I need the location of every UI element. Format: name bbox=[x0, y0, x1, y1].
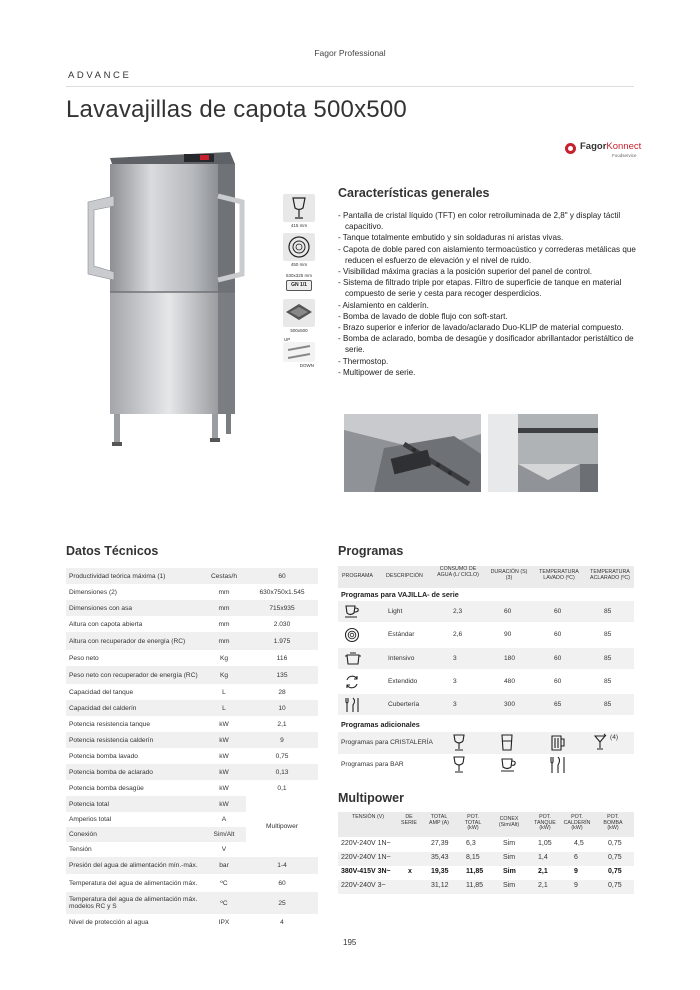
interior-photo bbox=[344, 414, 481, 492]
table-row bbox=[66, 857, 318, 874]
multipower-row bbox=[338, 838, 634, 852]
konnect-logo-icon bbox=[565, 143, 576, 154]
adicionales-label: Programas adicionales bbox=[341, 720, 420, 729]
cristaleria-note: (4) bbox=[610, 734, 619, 741]
table-row bbox=[66, 600, 318, 616]
programa-lavado: 65 bbox=[554, 701, 562, 708]
spec-unit: mm bbox=[218, 637, 230, 645]
spec-label: Capacidad del calderín bbox=[69, 704, 137, 712]
mp-conex: Sim bbox=[503, 882, 516, 889]
mp-total-amp: 35,43 bbox=[431, 854, 449, 861]
spec-unit: L bbox=[222, 704, 226, 712]
plate-icon bbox=[344, 627, 360, 643]
caracteristica-item: - Pantalla de cristal líquido (TFT) en color retroiluminada de 2,8" y display táctil capacitivo. bbox=[338, 211, 621, 232]
col-duracion: DURACIÓN (S) (3) bbox=[490, 569, 528, 581]
mp-pot-calderin: 4,5 bbox=[574, 840, 584, 847]
spec-unit: kW bbox=[219, 784, 229, 792]
spec-value: 0,75 bbox=[275, 752, 289, 760]
bar-label: Programas para BAR bbox=[341, 761, 404, 768]
programa-agua: 3 bbox=[453, 701, 457, 708]
spec-value: 25 bbox=[278, 899, 286, 907]
up-caption: UP bbox=[284, 337, 291, 342]
cutlery-icon bbox=[344, 697, 362, 713]
spec-label: Altura con recuperador de energía (RC) bbox=[69, 637, 186, 645]
spec-value: 1.975 bbox=[273, 637, 291, 645]
multipower-cell: Multipower bbox=[246, 796, 318, 857]
cutlery-icon bbox=[548, 756, 568, 774]
spec-label: Peso neto bbox=[69, 654, 99, 662]
spec-unit: A bbox=[221, 816, 227, 823]
col-tension: TENSIÓN (V) bbox=[351, 814, 385, 820]
spec-unit: bar bbox=[219, 862, 229, 869]
spec-unit: V bbox=[221, 846, 227, 853]
table-row bbox=[66, 684, 318, 700]
programa-row bbox=[338, 624, 634, 645]
spec-unit: kW bbox=[219, 720, 229, 728]
vajilla-label: Programas para VAJILLA- de serie bbox=[341, 590, 459, 599]
spec-unit: mm bbox=[218, 588, 230, 596]
programa-aclarado: 85 bbox=[604, 655, 612, 662]
spec-unit: mm bbox=[218, 620, 230, 628]
mp-conex: Sim bbox=[503, 868, 516, 875]
spec-label: Potencia bomba lavado bbox=[69, 752, 138, 760]
logo-subtitle: Foodservice bbox=[612, 153, 637, 158]
spec-label: Altura con capota abierta bbox=[69, 620, 143, 628]
datos-tecnicos-table bbox=[66, 568, 318, 930]
multipower-header bbox=[338, 812, 634, 837]
datos-tecnicos-title: Datos Técnicos bbox=[66, 544, 159, 558]
col-consumo: CONSUMO DE AGUA (L/ CICLO) bbox=[437, 566, 479, 578]
mp-conex: Sim bbox=[503, 840, 516, 847]
mp-de-serie: x bbox=[408, 868, 412, 875]
plate-icon bbox=[283, 233, 315, 261]
spec-value: 116 bbox=[276, 654, 288, 662]
table-row bbox=[66, 650, 318, 666]
programa-lavado: 60 bbox=[554, 678, 562, 685]
mp-total-amp: 19,35 bbox=[431, 868, 449, 875]
spec-unit: L bbox=[222, 688, 226, 696]
pot-icon bbox=[344, 651, 362, 665]
table-row bbox=[66, 796, 318, 812]
spec-label: Dimensiones (2) bbox=[69, 588, 118, 596]
programa-duracion: 180 bbox=[504, 655, 516, 662]
table-row bbox=[66, 666, 318, 684]
wash-arms-icon bbox=[283, 342, 315, 362]
spec-value: 9 bbox=[280, 736, 284, 744]
mp-pot-calderin: 9 bbox=[574, 882, 578, 889]
mp-conex: Sim bbox=[503, 854, 516, 861]
spec-label: Potencia bomba de aclarado bbox=[69, 768, 153, 776]
caracteristicas-list bbox=[338, 210, 638, 378]
programa-row bbox=[338, 671, 634, 692]
multipower-row bbox=[338, 866, 634, 880]
feature-icons bbox=[282, 194, 316, 368]
mp-pot-calderin: 6 bbox=[574, 854, 578, 861]
programa-name: Extendido bbox=[388, 678, 418, 685]
mp-pot-tanque: 2,1 bbox=[538, 882, 548, 889]
spec-label: Productividad teórica máxima (1) bbox=[69, 572, 166, 580]
mp-pot-tanque: 1,4 bbox=[538, 854, 548, 861]
programa-duracion: 90 bbox=[504, 631, 512, 638]
mp-pot-total: 11,85 bbox=[466, 882, 483, 889]
programa-row bbox=[338, 601, 634, 622]
tumbler-icon bbox=[500, 734, 514, 752]
col-temp-aclarado: TEMPERATURA ACLARADO (ºC) bbox=[590, 569, 630, 581]
spec-label: Peso neto con recuperador de energía (RC) bbox=[69, 671, 198, 679]
spec-value: 1-4 bbox=[277, 862, 287, 869]
programa-name: Intensivo bbox=[388, 655, 415, 662]
caracteristicas-title: Características generales bbox=[338, 186, 490, 200]
col-conex: CONEX (Sim/Alt) bbox=[498, 816, 520, 828]
mp-total-amp: 31,12 bbox=[431, 882, 449, 889]
caracteristica-item: - Sistema de filtrado triple por etapas. Filtro de superficie de tanque en material compuesto de serie y cesta para recoger desperdicios. bbox=[338, 278, 622, 299]
spec-label: Tensión bbox=[69, 846, 92, 853]
glass-height-caption: 415 mm bbox=[290, 223, 308, 228]
caracteristica-item: - Brazo superior e inferior de lavado/aclarado Duo-KLIP de material compuesto. bbox=[338, 323, 624, 333]
cycle-icon bbox=[344, 674, 360, 690]
table-row bbox=[66, 732, 318, 748]
programa-agua: 3 bbox=[453, 678, 457, 685]
gn-tray-icon: GN 1/1 bbox=[286, 280, 312, 291]
mp-pot-total: 11,85 bbox=[466, 868, 484, 875]
spec-label: Potencia resistencia tanque bbox=[69, 720, 151, 728]
caracteristica-item: - Aislamiento en calderín. bbox=[338, 300, 429, 310]
mp-total-amp: 27,39 bbox=[431, 840, 449, 847]
spec-unit: ºC bbox=[220, 879, 228, 887]
spec-value: 10 bbox=[278, 704, 286, 712]
table-row bbox=[66, 716, 318, 732]
caracteristica-item: - Tanque totalmente embutido y sin soldaduras ni aristas vivas. bbox=[338, 233, 564, 243]
programa-row bbox=[338, 648, 634, 669]
caracteristica-item: - Visibilidad máxima gracias a la posición superior del panel de control. bbox=[338, 267, 593, 277]
mp-pot-bomba: 0,75 bbox=[608, 840, 622, 847]
bar-row bbox=[338, 754, 634, 776]
multipower-row bbox=[338, 880, 634, 894]
programa-agua: 2,3 bbox=[453, 608, 463, 615]
programa-aclarado: 85 bbox=[604, 631, 612, 638]
col-programa: PROGRAMA bbox=[342, 573, 373, 579]
spec-value: 0,1 bbox=[277, 784, 287, 792]
mp-pot-bomba: 0,75 bbox=[608, 854, 622, 861]
caracteristica-item: - Bomba de lavado de doble flujo con soft-start. bbox=[338, 311, 508, 321]
spec-value: 135 bbox=[276, 671, 288, 679]
spec-label: Temperatura del agua de alimentación máx. bbox=[69, 879, 198, 887]
mp-pot-bomba: 0,75 bbox=[608, 868, 622, 875]
fagor-konnect-logo bbox=[565, 140, 649, 160]
spec-unit: mm bbox=[218, 604, 230, 612]
plate-size-caption: 450 mm bbox=[290, 262, 308, 267]
programa-name: Estándar bbox=[388, 631, 415, 638]
dishwasher-product-image bbox=[80, 150, 250, 460]
mp-pot-tanque: 2,1 bbox=[538, 868, 548, 875]
spec-label: Presión del agua de alimentación mín.-máx. bbox=[69, 862, 198, 869]
spec-unit: Kg bbox=[219, 671, 229, 679]
spec-label: Temperatura del agua de alimentación máx. modelos RC y S bbox=[69, 896, 198, 910]
col-pot-tanque: POT. TANQUE (kW) bbox=[534, 814, 556, 832]
spec-label: Potencia resistencia calderín bbox=[69, 736, 154, 744]
beer-mug-icon bbox=[550, 734, 566, 752]
table-row bbox=[66, 748, 318, 764]
mp-pot-total: 6,3 bbox=[466, 840, 476, 847]
caracteristica-item: - Thermostop. bbox=[338, 356, 389, 366]
table-row bbox=[66, 780, 318, 796]
programa-name: Cubertería bbox=[388, 701, 420, 708]
spec-value: 60 bbox=[278, 572, 286, 580]
mp-pot-tanque: 1,05 bbox=[538, 840, 552, 847]
mp-pot-bomba: 0,75 bbox=[608, 882, 622, 889]
spec-label: Dimensiones con asa bbox=[69, 604, 133, 612]
page-title: Lavavajillas de capota 500x500 bbox=[66, 96, 407, 123]
programa-aclarado: 85 bbox=[604, 701, 612, 708]
multipower-row bbox=[338, 852, 634, 866]
caracteristica-item: - Bomba de aclarado, bomba de desagüe y dosificador abrillantador peristáltico de serie. bbox=[338, 334, 634, 355]
basket-icon bbox=[283, 299, 315, 327]
table-row bbox=[66, 584, 318, 600]
spec-value: 2,1 bbox=[277, 720, 287, 728]
spec-label: Potencia bomba desagüe bbox=[69, 784, 144, 792]
mp-pot-total: 8,15 bbox=[466, 854, 480, 861]
col-descripcion: DESCRIPCIÓN bbox=[386, 573, 423, 579]
gn-size-caption: 530x325 mm bbox=[285, 273, 312, 278]
col-total-amp: TOTAL AMP (A) bbox=[429, 814, 449, 826]
spec-unit: Sim/Alt bbox=[213, 831, 235, 838]
table-row bbox=[66, 892, 318, 914]
mp-pot-calderin: 9 bbox=[574, 868, 578, 875]
spec-value: 28 bbox=[278, 688, 286, 696]
table-row bbox=[66, 632, 318, 650]
table-row bbox=[66, 874, 318, 892]
table-row bbox=[66, 616, 318, 632]
spec-value: 4 bbox=[280, 918, 284, 926]
programa-duracion: 300 bbox=[504, 701, 516, 708]
page-number: 195 bbox=[343, 938, 357, 947]
table-row bbox=[66, 764, 318, 780]
coffee-cup-icon bbox=[500, 757, 518, 773]
spec-label: Amperios total bbox=[69, 816, 112, 823]
programa-duracion: 60 bbox=[504, 608, 512, 615]
spec-label: Potencia total bbox=[69, 800, 109, 808]
multipower-title: Multipower bbox=[338, 791, 404, 805]
programa-lavado: 60 bbox=[554, 655, 562, 662]
col-pot-bomba: POT. BOMBA (kW) bbox=[603, 814, 623, 832]
programa-agua: 2,6 bbox=[453, 631, 463, 638]
programa-agua: 3 bbox=[453, 655, 457, 662]
glass-icon bbox=[283, 194, 315, 222]
cocktail-glass-icon bbox=[594, 733, 608, 751]
mp-tension: 220V-240V 3~ bbox=[341, 882, 386, 889]
col-pot-total: POT. TOTAL (kW) bbox=[464, 814, 482, 832]
wine-glass-icon bbox=[452, 756, 466, 774]
table-row bbox=[66, 914, 318, 930]
wine-glass-icon bbox=[452, 734, 466, 752]
caracteristica-item: - Multipower de serie. bbox=[338, 367, 416, 377]
programa-name: Light bbox=[388, 608, 403, 615]
spec-unit: kW bbox=[219, 752, 229, 760]
spec-value: 60 bbox=[278, 879, 286, 887]
cristaleria-label: Programas para CRISTALERÍA bbox=[341, 739, 433, 746]
programa-duracion: 480 bbox=[504, 678, 516, 685]
spec-value: 2.030 bbox=[273, 620, 291, 628]
spec-value: 0,13 bbox=[275, 768, 289, 776]
spec-unit: kW bbox=[219, 768, 229, 776]
mp-tension: 380V-415V 3N~ bbox=[341, 868, 391, 875]
series-label: ADVANCE bbox=[68, 70, 132, 81]
cup-icon bbox=[344, 604, 360, 618]
basket-size-caption: 500x500 bbox=[290, 328, 308, 333]
programa-aclarado: 85 bbox=[604, 678, 612, 685]
spec-label: Capacidad del tanque bbox=[69, 688, 134, 696]
down-caption: DOWN bbox=[299, 363, 314, 368]
spec-value: 715x935 bbox=[269, 604, 295, 612]
programa-lavado: 60 bbox=[554, 608, 562, 615]
mp-tension: 220V-240V 1N~ bbox=[341, 840, 391, 847]
spec-value: 630x750x1.545 bbox=[259, 588, 305, 596]
mp-tension: 220V-240V 1N~ bbox=[341, 854, 391, 861]
col-pot-calderin: POT. CALDERÍN (kW) bbox=[563, 814, 591, 832]
col-temp-lavado: TEMPERATURA LAVADO (ºC) bbox=[539, 569, 579, 581]
programas-title: Programas bbox=[338, 544, 404, 558]
divider bbox=[66, 86, 634, 87]
spec-unit: Kg bbox=[219, 654, 229, 662]
caracteristica-item: - Capota de doble pared con aislamiento termoacústico y correderas metálicas que reducen el esfuerzo de elevación y el nivel de ruido. bbox=[338, 244, 636, 265]
spec-unit: IPX bbox=[218, 918, 230, 926]
programas-header bbox=[338, 566, 634, 588]
table-row bbox=[66, 700, 318, 716]
programa-row bbox=[338, 694, 634, 715]
col-de-serie: DE SERIE bbox=[401, 814, 417, 826]
spec-label: Nivel de protección al agua bbox=[69, 918, 149, 926]
programa-lavado: 60 bbox=[554, 631, 562, 638]
logo-name: FagorKonnect bbox=[580, 141, 642, 152]
brand-header: Fagor Professional bbox=[314, 48, 386, 58]
spec-unit: Cestas/h bbox=[210, 572, 238, 580]
spec-label: Conexión bbox=[69, 831, 97, 838]
spec-unit: kW bbox=[219, 800, 229, 808]
table-row bbox=[66, 568, 318, 584]
spec-unit: kW bbox=[219, 736, 229, 744]
cristaleria-row bbox=[338, 732, 634, 754]
hood-detail-photo bbox=[488, 414, 598, 492]
spec-unit: ºC bbox=[220, 899, 228, 907]
programa-aclarado: 85 bbox=[604, 608, 612, 615]
